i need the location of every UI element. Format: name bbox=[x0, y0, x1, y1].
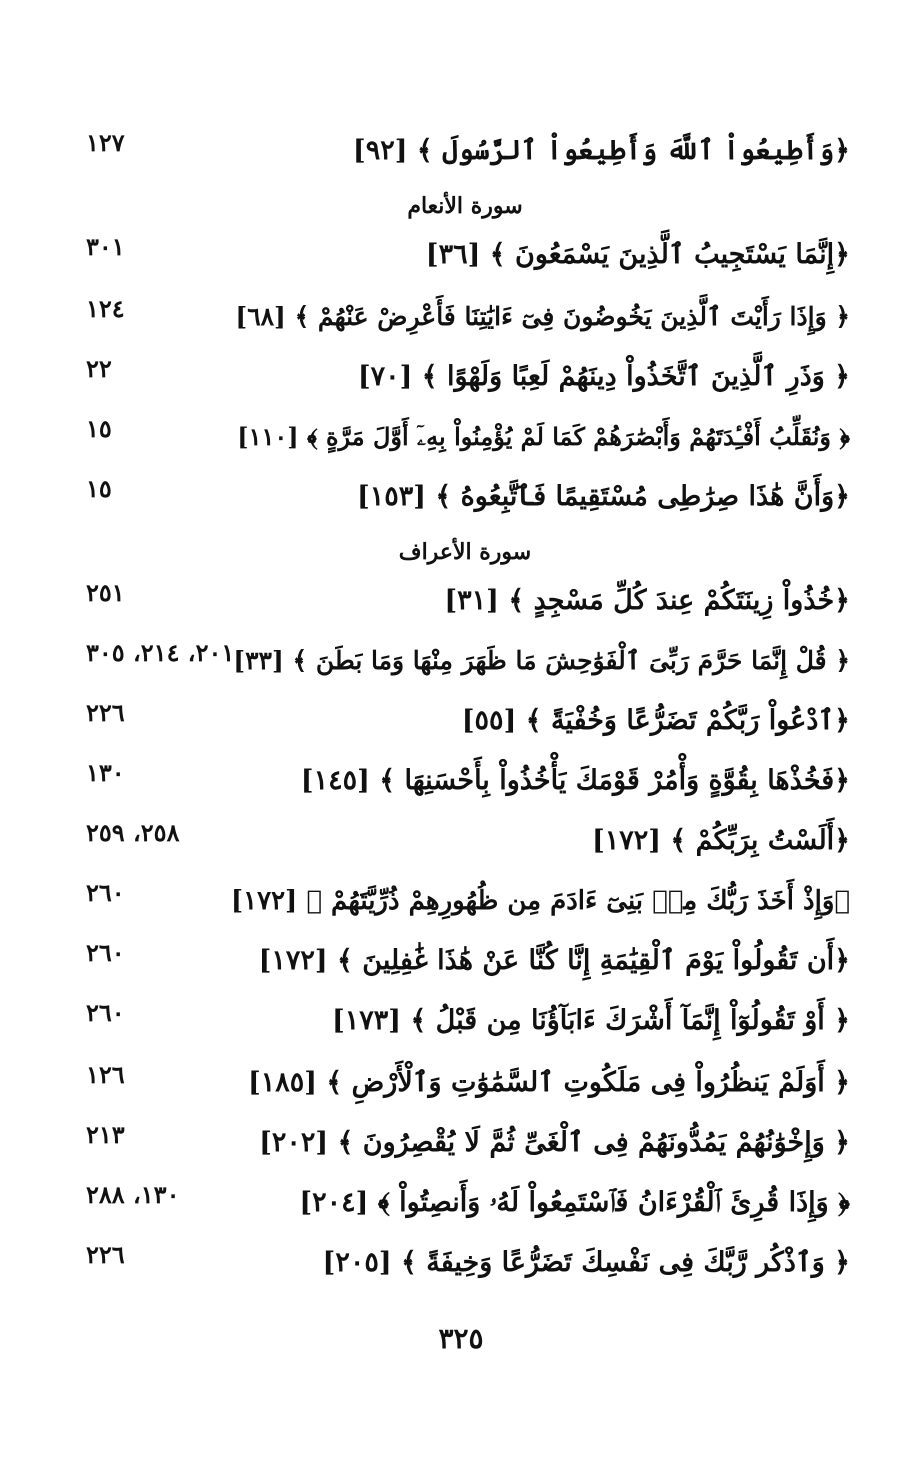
index-entry bbox=[70, 698, 850, 744]
index-entry bbox=[70, 938, 850, 984]
verse-text: ﴿ أَوَلَمْ يَنظُرُواْ فِى مَلَكُوتِ ٱلسَّمَٰوَٰتِ وَٱلْأَرْضِ ﴾ [١٨٥] bbox=[247, 1067, 850, 1098]
index-entry bbox=[70, 232, 850, 278]
page-references: ١٥ bbox=[86, 414, 112, 443]
page-number: ٣٢٥ bbox=[438, 1322, 484, 1355]
index-entry bbox=[70, 998, 850, 1044]
verse-text: ﴿إِنَّمَا يَسْتَجِيبُ ٱلَّذِينَ يَسْمَعُونَ ﴾ [٣٦] bbox=[425, 239, 850, 270]
page-references: ٢٦٠ bbox=[86, 998, 125, 1027]
section-heading-al-anam: سورة الأنعام bbox=[407, 193, 523, 219]
verse-text: ﴿ وَذَرِ ٱلَّذِينَ ٱتَّخَذُواْ دِينَهُمْ لَعِبًا وَلَهْوًا ﴾ [٧٠] bbox=[357, 361, 850, 392]
page-references: ٣٠١ bbox=[86, 232, 125, 261]
verse-text: ﴿ وَإِذَا قُرِئَ ٱلْقُرْءَانُ فَٱسْتَمِعُواْ لَهُۥ وَأَنصِتُواْ ﴾ [٢٠٤] bbox=[299, 1187, 850, 1218]
page-references: ٢٢٦ bbox=[86, 698, 125, 727]
section-heading-al-araf: سورة الأعراف bbox=[398, 539, 532, 565]
index-entry bbox=[70, 294, 850, 340]
page-references: ٢١٣ bbox=[86, 1120, 125, 1149]
verse-text: ﴿وَأَنَّ هَٰذَا صِرَٰطِى مُسْتَقِيمًا فَٱتَّبِعُوهُ ﴾ [١٥٣] bbox=[356, 481, 850, 512]
index-entry bbox=[70, 878, 850, 924]
page-references: ٢٥٨، ٢٥٩ bbox=[86, 818, 180, 847]
verse-text: ﴿وَإِذْ أَخَذَ رَبُّكَ مِنۢ بَنِىٓ ءَادَمَ مِن ظُهُورِهِمْ ذُرِّيَّتَهُمْ ﴾ [١٧٢] bbox=[230, 886, 850, 916]
index-entry bbox=[70, 354, 850, 400]
index-entry bbox=[70, 818, 850, 864]
page-references: ٢٠١، ٢١٤، ٣٠٥ bbox=[86, 638, 235, 667]
verse-text: ﴿أَلَسْتُ بِرَبِّكُمْ ﴾ [١٧٢] bbox=[591, 825, 850, 856]
index-entry bbox=[70, 474, 850, 520]
verse-text: ﴿ قُلْ إِنَّمَا حَرَّمَ رَبِّىَ ٱلْفَوَٰحِشَ مَا ظَهَرَ مِنْهَا وَمَا بَطَنَ ﴾ [٣٣] bbox=[233, 646, 850, 675]
verse-text: ﴿ وَإِخْوَٰنُهُمْ يَمُدُّونَهُمْ فِى ٱلْغَىِّ ثُمَّ لَا يُقْصِرُونَ ﴾ [٢٠٢] bbox=[259, 1127, 850, 1158]
page-references: ١٣٠، ٢٨٨ bbox=[86, 1180, 180, 1209]
index-entry bbox=[70, 1060, 850, 1106]
page-references: ٢٦٠ bbox=[86, 938, 125, 967]
page-references: ١٥ bbox=[86, 474, 112, 503]
index-entry bbox=[70, 128, 850, 174]
page-references: ٢٦٠ bbox=[86, 878, 125, 907]
verse-text: ﴿ وَٱذْكُر رَّبَّكَ فِى نَفْسِكَ تَضَرُّعًا وَخِيفَةً ﴾ [٢٠٥] bbox=[322, 1247, 850, 1278]
index-entry bbox=[70, 578, 850, 624]
index-entry bbox=[70, 1180, 850, 1226]
verse-text: ﴿فَخُذْهَا بِقُوَّةٍ وَأْمُرْ قَوْمَكَ يَأْخُذُواْ بِأَحْسَنِهَا ﴾ [١٤٥] bbox=[300, 765, 850, 796]
index-entry bbox=[70, 1120, 850, 1166]
page-references: ١٣٠ bbox=[86, 758, 125, 787]
verse-text: ﴿ وَنُقَلِّبُ أَفْـِٔدَتَهُمْ وَأَبْصَٰرَهُمْ كَمَا لَمْ يُؤْمِنُواْ بِهِۦٓ أَوَّلَ مَرَّةٍ ﴾ [١١٠] bbox=[237, 422, 850, 451]
verse-text: ﴿خُذُواْ زِينَتَكُمْ عِندَ كُلِّ مَسْجِدٍ ﴾ [٣١] bbox=[444, 585, 850, 616]
verse-text: ﴿ وَإِذَا رَأَيْتَ ٱلَّذِينَ يَخُوضُونَ فِىٓ ءَايَٰتِنَا فَأَعْرِضْ عَنْهُمْ ﴾ [٦٨] bbox=[235, 302, 850, 331]
index-entry bbox=[70, 414, 850, 460]
index-entry bbox=[70, 1240, 850, 1286]
page-references: ١٢٤ bbox=[86, 294, 125, 323]
verse-text: ﴿ أَوْ تَقُولُوٓاْ إِنَّمَآ أَشْرَكَ ءَابَآؤُنَا مِن قَبْلُ ﴾ [١٧٣] bbox=[331, 1005, 850, 1036]
index-entry bbox=[70, 758, 850, 804]
page-references: ٢٢٦ bbox=[86, 1240, 125, 1269]
index-entry bbox=[70, 638, 850, 684]
page-references: ٢٢ bbox=[86, 354, 112, 383]
page-references: ١٢٦ bbox=[86, 1060, 125, 1089]
page-references: ١٢٧ bbox=[86, 128, 125, 157]
verse-text: ﴿وَأَطِيعُواْ ٱللَّهَ وَأَطِيعُواْ ٱلرَّسُولَ ﴾ [٩٢] bbox=[352, 135, 850, 166]
page-references: ٢٥١ bbox=[86, 578, 125, 607]
verse-text: ﴿أَن تَقُولُواْ يَوْمَ ٱلْقِيَٰمَةِ إِنَّا كُنَّا عَنْ هَٰذَا غَٰفِلِينَ ﴾ [١٧٢] bbox=[258, 945, 850, 976]
verse-text: ﴿ٱدْعُواْ رَبَّكُمْ تَضَرُّعًا وَخُفْيَةً ﴾ [٥٥] bbox=[461, 705, 850, 736]
